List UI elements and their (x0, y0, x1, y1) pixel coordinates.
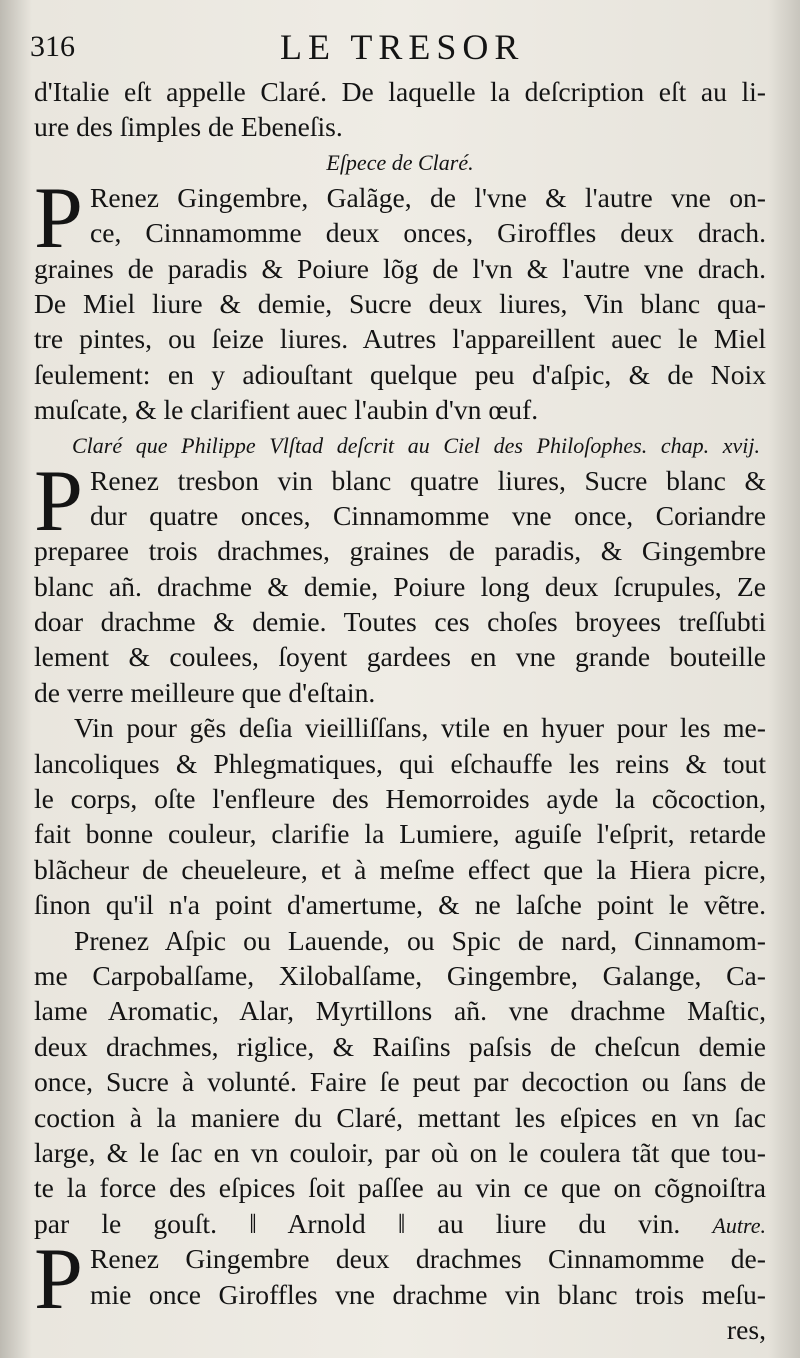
text-line: Renez Gingembre, Galãge, de l'vne & l'autre vne on- (90, 181, 766, 213)
text-line: lancoliques & Phlegmatiques, qui eſchauffe les reins & tout (34, 747, 766, 779)
text-line: le corps, oſte l'enfleure des Hemorroides ayde la cõcoction, (34, 783, 766, 815)
text-line: coction à la maniere du Claré, mettant les eſpices en vn ſac (34, 1101, 766, 1133)
text-line: lame Aromatic, Alar, Myrtillons añ. vne drachme Maſtic, (34, 995, 766, 1027)
section-heading: Eſpece de Claré. (326, 149, 474, 175)
text-line: doar drachme & demie. Toutes ces choſes broyees treſſubti (34, 606, 766, 638)
text-line: ſinon qu'il n'a point d'amertume, & ne laſche point le vẽtre. (34, 889, 766, 921)
paragraph (34, 923, 766, 1242)
paragraph (34, 1231, 766, 1347)
text-line-content: par le gouſt. ‖ Arnold ‖ au liure du vin. (34, 1207, 681, 1239)
text-line: de verre meilleure que d'eſtain. (34, 676, 376, 708)
text-line: lement & coulees, ſoyent gardees en vne grande bouteille (34, 641, 766, 673)
paragraph (34, 710, 766, 922)
text-line: large, & le ſac en vn couloir, par où on le coulera tãt que tou- (34, 1136, 766, 1168)
drop-cap: P (34, 169, 83, 267)
text-line: mie once Giroffles vne drachme vin blanc trois meſu- (90, 1278, 766, 1310)
text-line: Vin pour gẽs deſia vieilliſſans, vtile en hyuer pour les me- (74, 712, 766, 744)
text-line: blanc añ. drachme & demie, Poiure long deux ſcrupules, Ze (34, 570, 766, 602)
running-title: LE TRESOR (280, 27, 525, 67)
text-line: graines de paradis & Poiure lõg de l'vn & l'autre vne drach. (34, 252, 766, 284)
text-line: muſcate, & le clarifient auec l'aubin d'vn œuf. (34, 394, 539, 426)
text-line: De Miel liure & demie, Sucre deux liures, Vin blanc qua- (34, 287, 766, 319)
text-line: dur quatre onces, Cinnamomme vne once, Coriandre (90, 499, 766, 531)
page-number: 316 (30, 30, 75, 63)
text-line: ſeulement: en y adiouſtant quelque peu d'aſpic, & de Noix (34, 358, 766, 390)
text-line: ce, Cinnamomme deux onces, Giroffles deux drach. (90, 217, 766, 249)
text-line: fait bonne couleur, clarifie la Lumiere, aguiſe l'eſprit, retarde (34, 818, 766, 850)
text-line: Renez Gingembre deux drachmes Cinnamomme de- (90, 1243, 766, 1275)
paragraph (34, 169, 766, 428)
text-line: Renez tresbon vin blanc quatre liures, Sucre blanc & (90, 464, 766, 496)
text-line: blãcheur de cheueleure, et à meſme effect que la Hiera picre, (34, 853, 766, 885)
text-line (34, 1206, 766, 1241)
text-block (34, 74, 766, 1347)
section-heading: Claré que Philippe Vlſtad deſcrit au Ciel des Philoſophes. chap. xvij. (72, 432, 760, 458)
drop-cap: P (34, 1231, 83, 1329)
text-line: once, Sucre à volunté. Faire ſe peut par decoction ou ſans de (34, 1066, 766, 1098)
text-line: Prenez Aſpic ou Lauende, ou Spic de nard, Cinnamom- (74, 924, 766, 956)
text-line: ure des ſimples de Ebeneſis. (34, 111, 343, 143)
catchword: res, (726, 1313, 766, 1345)
text-line: deux drachmes, riglice, & Raiſins paſsis de cheſcun demie (34, 1030, 766, 1062)
text-line: d'Italie eſt appelle Claré. De laquelle la deſcription eſt au li- (34, 76, 766, 107)
text-line: preparee trois drachmes, graines de paradis, & Gingembre (34, 535, 766, 567)
text-line: tre pintes, ou ſeize liures. Autres l'appareillent auec le Miel (34, 323, 766, 355)
section-heading: Autre. (712, 1212, 766, 1238)
text-line: te la force des eſpices ſoit paſſee au vin ce que on cõgnoiſtra (34, 1172, 766, 1204)
running-head (30, 26, 760, 70)
text-line: me Carpobalſame, Xilobalſame, Gingembre, Galange, Ca- (34, 959, 766, 991)
drop-cap: P (34, 452, 83, 550)
paragraph (34, 452, 766, 711)
